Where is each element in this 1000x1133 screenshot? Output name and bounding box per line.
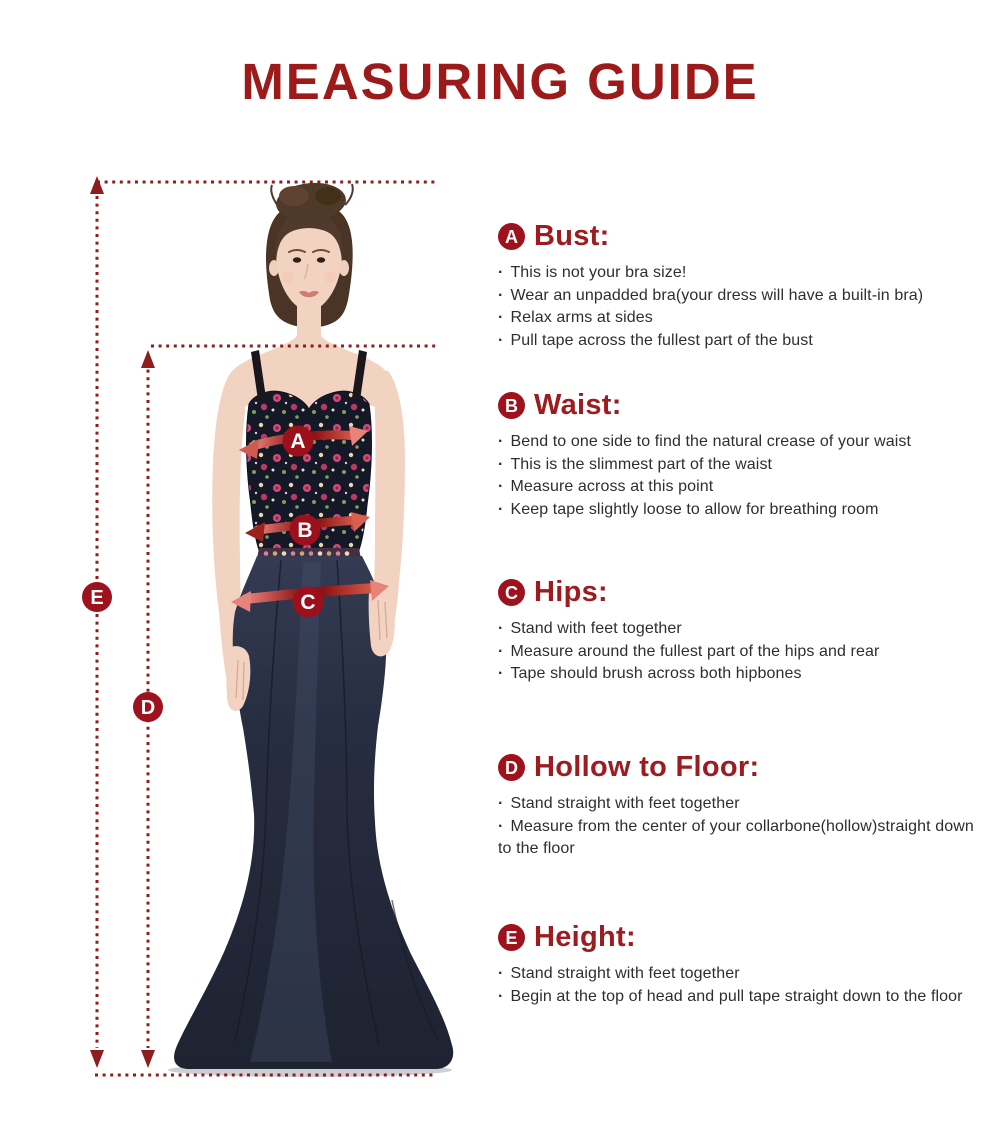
bullet-dot: ·: [498, 795, 504, 812]
bullet-item: [498, 816, 980, 861]
bullet-dot: ·: [498, 433, 504, 450]
bullet-dot: ·: [498, 331, 504, 349]
bullet-dot: ·: [498, 642, 504, 660]
bullet-dot: ·: [498, 286, 504, 304]
bullet-item: [498, 262, 980, 285]
section-heading: [498, 220, 980, 253]
section-bullets: [498, 618, 980, 686]
height-letter: E: [90, 587, 104, 609]
section-heading: [498, 921, 980, 954]
section-bullets: [498, 431, 980, 521]
section-letter-badge: [498, 223, 525, 250]
bullet-text: Stand straight with feet together: [510, 795, 740, 812]
bullet-text: Relax arms at sides: [510, 309, 653, 326]
bullet-item: [498, 618, 980, 641]
bullet-item: [498, 986, 980, 1009]
bullet-item: [498, 476, 980, 499]
section-letter-badge: [498, 754, 525, 781]
bullet-item: [498, 307, 980, 330]
bullet-dot: ·: [498, 620, 504, 637]
bullet-text: Measure from the center of your collarbone(hollow)straight down to the floor: [498, 817, 974, 857]
hollow-line-badge: [133, 692, 163, 722]
bust-letter: A: [290, 430, 306, 453]
bullet-text: Begin at the top of head and pull tape straight down to the floor: [510, 987, 963, 1005]
bullet-item: [498, 641, 980, 664]
hollow-letter: D: [140, 697, 156, 719]
bullet-item: [498, 963, 980, 986]
measurement-section: [498, 576, 980, 686]
waist-letter: B: [297, 519, 313, 542]
bullet-item: [498, 663, 980, 686]
bullet-dot: ·: [498, 817, 504, 835]
height-line-badge: [82, 582, 112, 612]
section-letter: E: [505, 927, 518, 948]
section-heading: [498, 576, 980, 609]
section-title: Hollow to Floor:: [534, 751, 760, 783]
bullet-text: This is the slimmest part of the waist: [510, 455, 773, 473]
section-letter-badge: [498, 924, 525, 951]
section-title: Height:: [534, 921, 636, 953]
bust-badge: [283, 426, 314, 457]
section-title: Hips:: [534, 576, 608, 608]
bullet-item: [498, 793, 980, 816]
hips-letter: C: [300, 591, 316, 614]
measurement-section: [498, 751, 980, 861]
section-bullets: [498, 793, 980, 861]
bullet-dot: ·: [498, 965, 504, 982]
measurement-section: [498, 389, 980, 521]
section-heading: [498, 751, 980, 784]
measurement-section: [498, 921, 980, 1008]
measurement-section: [498, 220, 980, 352]
bullet-item: [498, 431, 980, 454]
bullet-dot: ·: [498, 455, 504, 473]
section-letter: A: [505, 226, 518, 247]
section-letter-badge: [498, 579, 525, 606]
section-letter: B: [505, 395, 518, 416]
bullet-text: Wear an unpadded bra(your dress will have a built-in bra): [510, 286, 924, 304]
bullet-text: Keep tape slightly loose to allow for breathing room: [510, 500, 879, 518]
section-bullets: [498, 262, 980, 352]
section-bullets: [498, 963, 980, 1008]
section-heading: [498, 389, 980, 422]
hips-badge: [293, 587, 324, 618]
bullet-dot: ·: [498, 665, 504, 682]
bullet-item: [498, 499, 980, 522]
bullet-item: [498, 330, 980, 353]
measurement-instructions: [498, 0, 980, 1133]
bullet-text: Bend to one side to find the natural crease of your waist: [510, 433, 912, 450]
bullet-dot: ·: [498, 987, 504, 1005]
waist-badge: [290, 515, 321, 546]
bullet-text: Measure across at this point: [510, 478, 714, 495]
bullet-text: This is not your bra size!: [510, 264, 687, 281]
bullet-dot: ·: [498, 309, 504, 326]
page-title: MEASURING GUIDE: [241, 53, 759, 110]
bullet-text: Pull tape across the fullest part of the bust: [510, 331, 813, 349]
bullet-dot: ·: [498, 500, 504, 518]
section-letter: D: [505, 757, 518, 778]
line-arrowheads: [90, 176, 155, 1068]
section-title: Bust:: [534, 220, 610, 252]
section-letter: C: [505, 582, 518, 603]
bullet-text: Measure around the fullest part of the hips and rear: [510, 642, 880, 660]
section-title: Waist:: [534, 389, 622, 421]
bullet-item: [498, 454, 980, 477]
bullet-text: Tape should brush across both hipbones: [510, 665, 802, 682]
bullet-item: [498, 285, 980, 308]
bullet-dot: ·: [498, 264, 504, 281]
bullet-text: Stand with feet together: [510, 620, 682, 637]
section-letter-badge: [498, 392, 525, 419]
bullet-text: Stand straight with feet together: [510, 965, 740, 982]
bullet-dot: ·: [498, 478, 504, 495]
model-photo: [168, 180, 453, 1077]
